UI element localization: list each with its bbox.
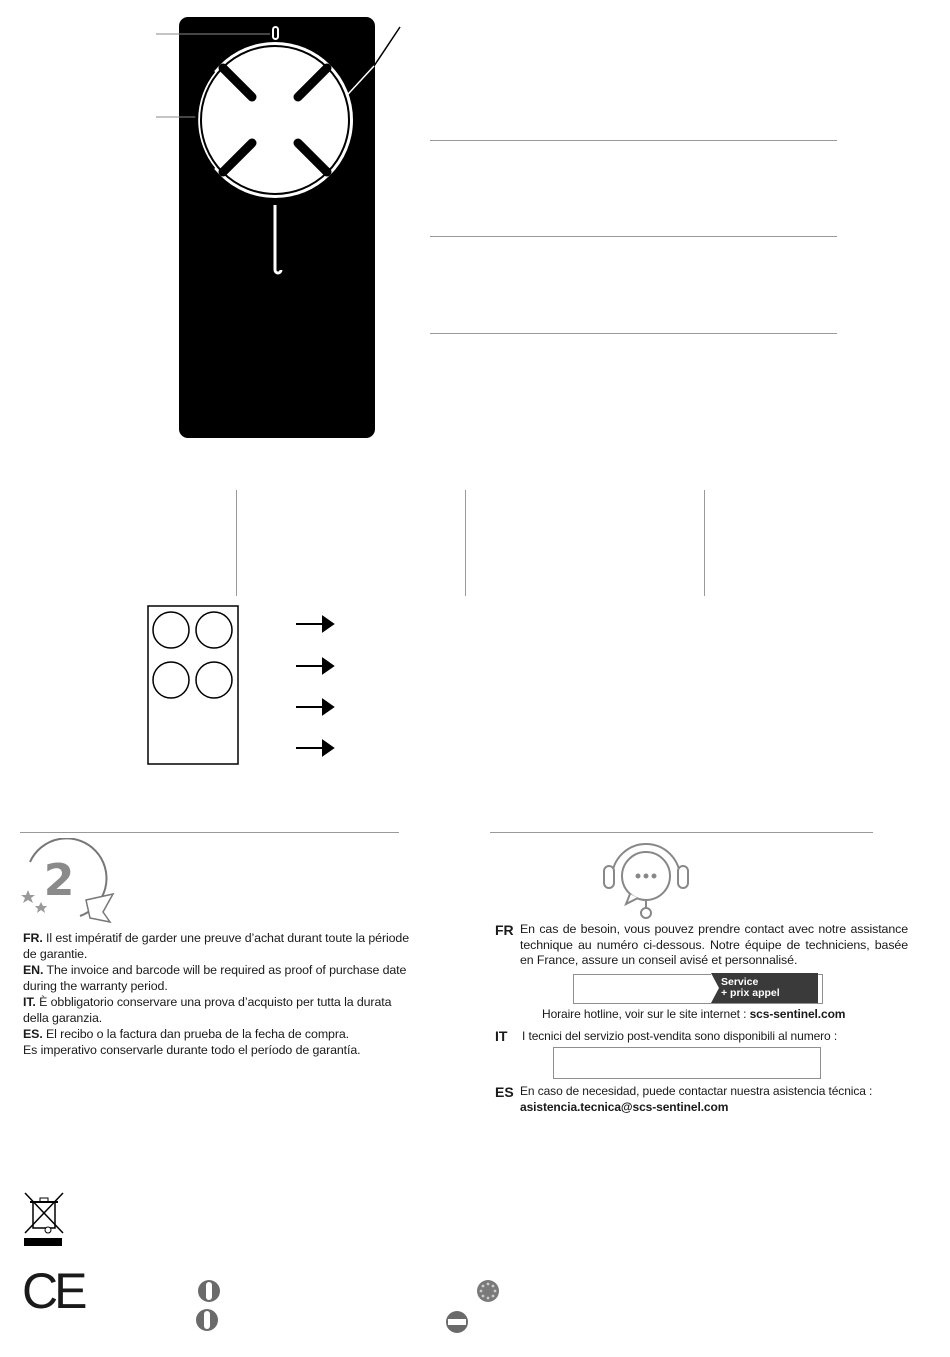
warranty-line-it: IT. È obbligatorio conservare una prova d’acquisto per tutta la durata della garanzia. (23, 995, 392, 1025)
warranty-line-es: ES. El recibo o la factura dan prueba de la fecha de compra. (23, 1027, 349, 1041)
phone-number-box-it (553, 1047, 821, 1079)
hotline-hours: Horaire hotline, voir sur le site internet : scs-sentinel.com (542, 1007, 846, 1021)
section-rule-warranty (20, 832, 399, 833)
support-text-es: En caso de necesidad, puede contactar nuestra asistencia técnica : (520, 1084, 873, 1098)
lang-code-es: ES (495, 1084, 514, 1100)
divider (430, 333, 837, 334)
column-divider (236, 490, 237, 596)
section-rule-support (490, 832, 873, 833)
warranty-line-es-2: Es imperativo conservarle durante todo el período de garantía. (23, 1043, 361, 1057)
crossed-out-bin-icon (20, 1190, 70, 1250)
ce-mark-icon: CE (22, 1263, 84, 1319)
warranty-line-fr: FR. Il est impératif de garder une preuve d’achat durant toute la période de garantie. (23, 931, 410, 961)
arrow-right-icon (323, 659, 333, 673)
warranty-text (23, 930, 413, 1058)
service-badge: Service + prix appel (711, 973, 818, 1003)
warranty-line-en: EN. The invoice and barcode will be required as proof of purchase date during the warranty period. (23, 963, 407, 993)
button-diagram (140, 600, 350, 770)
support-headset-icon (600, 838, 692, 920)
column-divider (704, 490, 705, 596)
lang-code-fr: FR (495, 922, 514, 938)
warranty-2-years-icon (18, 838, 118, 926)
divider (430, 236, 837, 237)
divider (430, 140, 837, 141)
warranty-number: 2 (43, 855, 75, 906)
button-1-icon (153, 612, 189, 648)
frequency-icons (195, 1278, 225, 1334)
arrow-right-icon (323, 617, 333, 631)
arrow-right-icon (323, 700, 333, 714)
country-restriction-icons (442, 1277, 506, 1337)
button-2-icon (196, 612, 232, 648)
keyring-slot (275, 205, 281, 273)
support-email-link[interactable]: asistencia.tecnica@scs-sentinel.com (520, 1100, 729, 1114)
arrow-right-icon (323, 741, 333, 755)
lang-code-it: IT (495, 1028, 508, 1044)
support-text-it: I tecnici del servizio post-vendita sono disponibili al numero : (522, 1029, 838, 1043)
support-text-fr: En cas de besoin, vous pouvez prendre contact avec notre assistance technique au numéro ci-dessous. Notre équipe de techniciens, basée en France, assure un conseil avisé et personnalisé. (520, 922, 908, 967)
button-3-icon (153, 662, 189, 698)
remote-illustration (0, 0, 950, 460)
button-4-icon (196, 662, 232, 698)
column-divider (465, 490, 466, 596)
hotline-website-link[interactable]: scs-sentinel.com (749, 1007, 846, 1021)
leader-line-ring (374, 27, 400, 66)
